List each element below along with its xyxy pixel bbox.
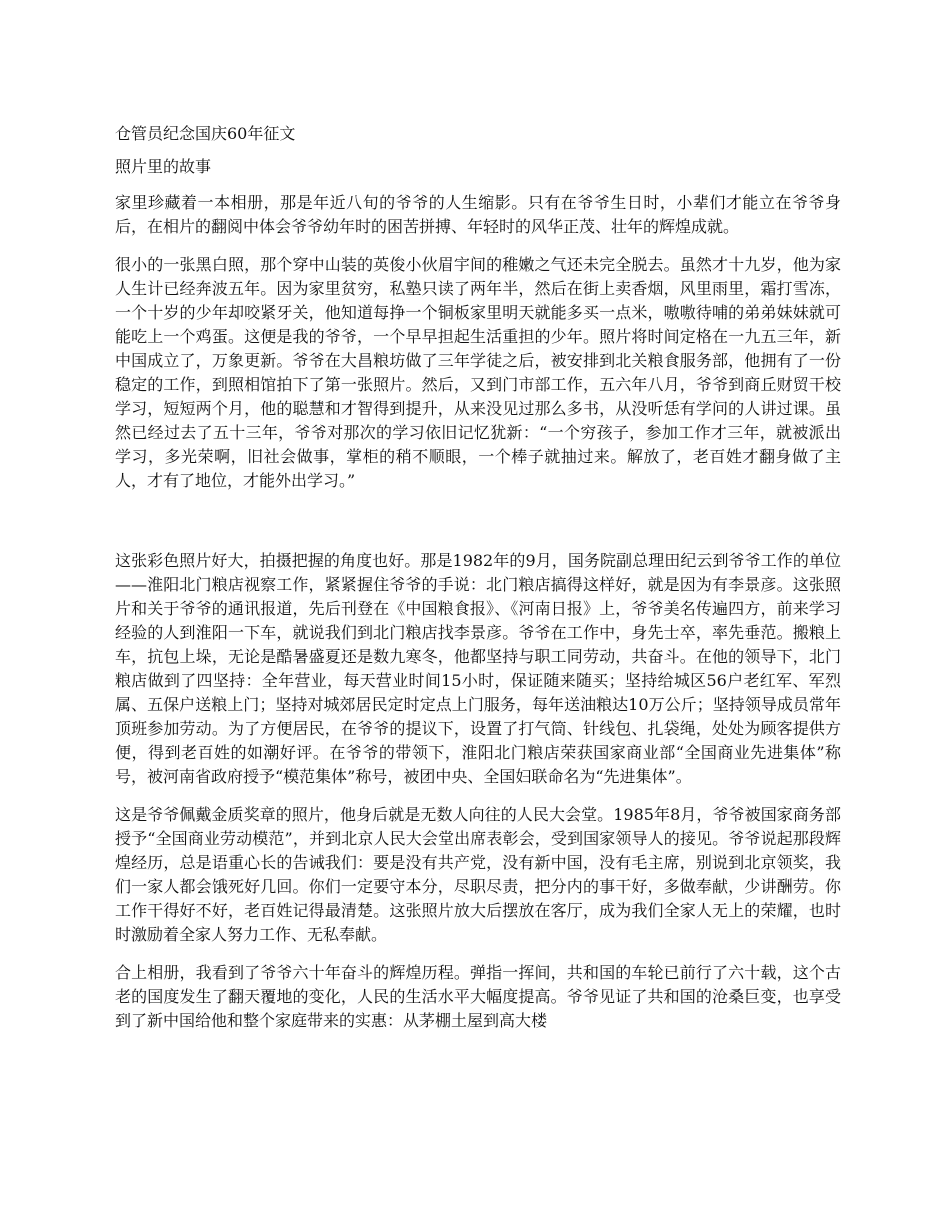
paragraph-black-white-photo: 很小的一张黑白照，那个穿中山装的英俊小伙眉宇间的稚嫩之气还未完全脱去。虽然才十九岁，他为家人生计已经奔波五年。因为家里贫穷，私塾只读了两年半，然后在街上卖香烟，风里雨里，霜打雪冻，一个十岁的少年却咬紧牙关，他知道每挣一个铜板家里明天就能多买一点米，嗷嗷待哺的弟弟妹妹就可能吃上一个鸡蛋。这便是我的爷爷，一个早早担起生活重担的少年。照片将时间定格在一九五三年，新中国成立了，万象更新。爷爷在大昌粮坊做了三年学徒之后，被安排到北关粮食服务部，他拥有了一份稳定的工作，到照相馆拍下了第一张照片。然后，又到门市部工作，五六年八月，爷爷到商丘财贸干校学习，短短两个月，他的聪慧和才智得到提升，从来没见过那么多书，从没听恁有学问的人讲过课。虽然已经过去了五十三年，爷爷对那次的学习依旧记忆犹新：“一个穷孩子，参加工作才三年，就被派出学习，多光荣啊，旧社会做事，掌柜的稍不顺眼，一个棒子就抽过来。解放了，老百姓才翻身做了主人，才有了地位，才能外出学习。” xyxy=(115,255,841,490)
paragraph-medal-photo: 这是爷爷佩戴金质奖章的照片，他身后就是无数人向往的人民大会堂。1985年8月，爷爷被国家商务部授予“全国商业劳动模范”，并到北京人民大会堂出席表彰会，受到国家领导人的接见。爷爷说起那段辉煌经历，总是语重心长的告诫我们：要是没有共产党，没有新中国，没有毛主席，别说到北京领奖，我们一家人都会饿死好几回。你们一定要守本分，尽职尽责，把分内的事干好，多做奉献，少讲酬劳。你工作干得好不好，老百姓记得最清楚。这张照片放大后摆放在客厅，成为我们全家人无上的荣耀，也时时激励着全家人努力工作、无私奉献。 xyxy=(115,805,841,944)
paragraph-gap xyxy=(115,507,841,549)
paragraph-color-photo: 这张彩色照片好大，拍摄把握的角度也好。那是1982年的9月，国务院副总理田纪云到爷爷工作的单位——淮阳北门粮店视察工作，紧紧握住爷爷的手说：北门粮店搞得这样好，就是因为有李景彦。这张照片和关于爷爷的通讯报道，先后刊登在《中国粮食报》、《河南日报》上，爷爷美名传遍四方，前来学习经验的人到淮阳一下车，就说我们到北门粮店找李景彦。爷爷在工作中，身先士卒，率先垂范。搬粮上车，抗包上垛，无论是酷暑盛夏还是数九寒冬，他都坚持与职工同劳动，共奋斗。在他的领导下，北门粮店做到了四坚持：全年营业，每天营业时间15小时，保证随来随买；坚持给城区56户老红军、军烈属、五保户送粮上门；坚持对城郊居民定时定点上门服务，每年送油粮达10万公斤；坚持领导成员常年顶班参加劳动。为了方便居民，在爷爷的提议下，设置了打气筒、针线包、扎袋绳，处处为顾客提供方便，得到老百姓的如潮好评。在爷爷的带领下，淮阳北门粮店荣获国家商业部“全国商业先进集体”称号，被河南省政府授予“模范集体”称号，被团中央、全国妇联命名为“先进集体”。 xyxy=(115,551,841,786)
document-page xyxy=(115,120,841,1047)
paragraph-intro: 家里珍藏着一本相册，那是年近八旬的爷爷的人生缩影。只有在爷爷生日时，小辈们才能立在爷爷身后，在相片的翻阅中体会爷爷幼年时的困苦拼搏、年轻时的风华正茂、壮年的辉煌成就。 xyxy=(115,193,841,236)
document-subtitle: 照片里的故事 xyxy=(115,157,212,176)
paragraph-closing: 合上相册，我看到了爷爷六十年奋斗的辉煌历程。弹指一挥间，共和国的车轮已前行了六十载，这个古老的国度发生了翻天覆地的变化，人民的生活水平大幅度提高。爷爷见证了共和国的沧桑巨变，也享受到了新中国给他和整个家庭带来的实惠：从茅棚土屋到高大楼 xyxy=(115,963,841,1030)
document-title: 仓管员纪念国庆60年征文 xyxy=(115,124,296,143)
